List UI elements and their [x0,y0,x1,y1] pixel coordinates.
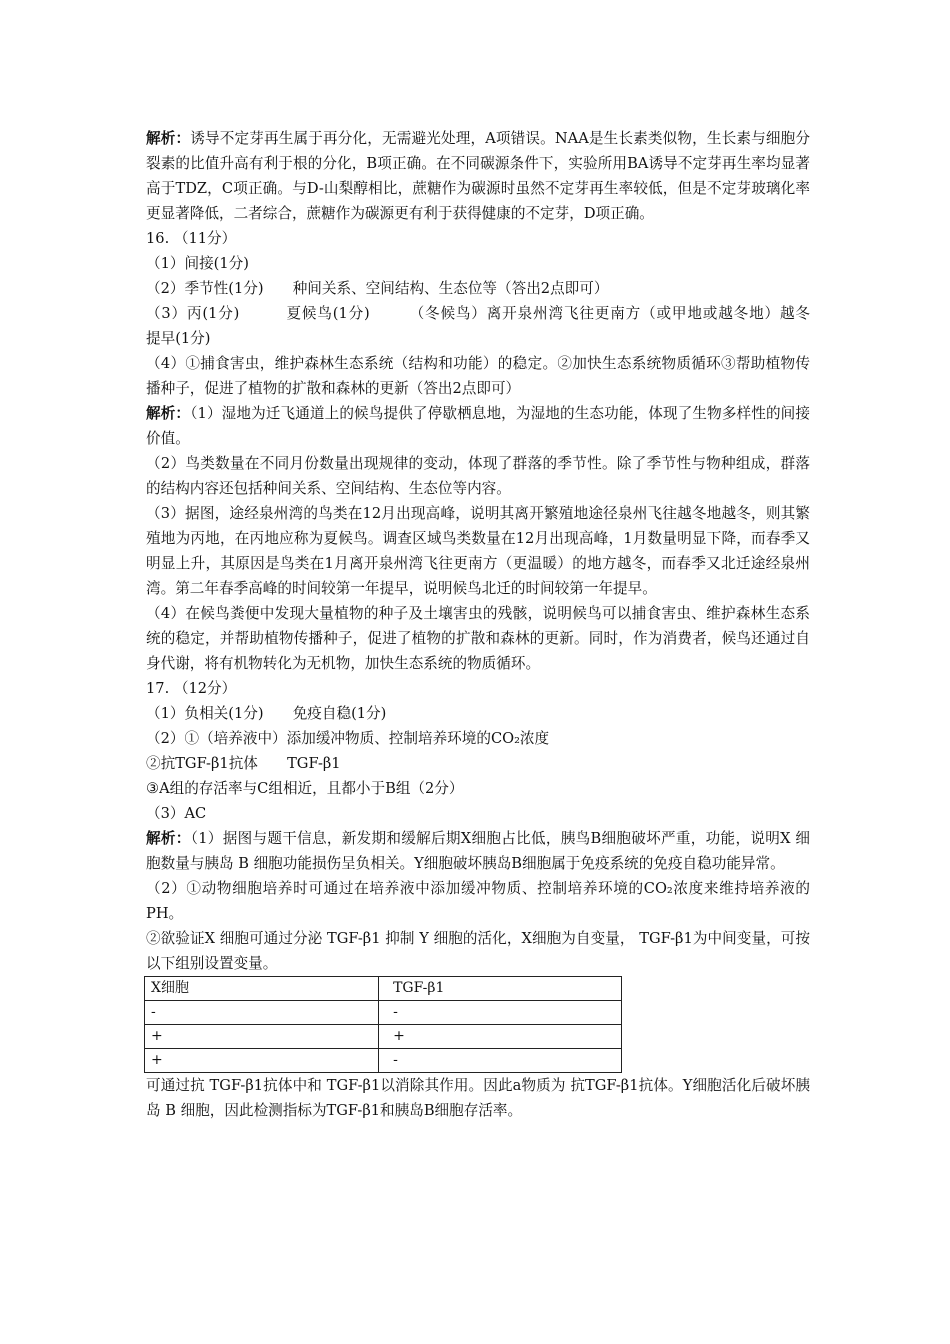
q16-analysis-text-1: （1）湿地为迁飞通道上的候鸟提供了停歇栖息地，为湿地的生态功能，体现了生物多样性的间接价值。 [146,405,810,447]
q17-header: 17. （12分） [146,680,237,697]
q17-answer-5: （3）AC [146,805,207,822]
q17-answer-2: （2）①（培养液中）添加缓冲物质、控制培养环境的CO₂浓度 [146,730,550,747]
q15-analysis [146,126,810,226]
q17-answer-4: ③A组的存活率与C组相近，且都小于B组（2分） [146,780,464,797]
q16-analysis-2: （2）鸟类数量在不同月份数量出现规律的变动，体现了群落的季节性。除了季节性与物种组成，群落的结构内容还包括种间关系、空间结构、生态位等内容。 [146,455,810,497]
q16-analysis-4: （4）在候鸟粪便中发现大量植物的种子及土壤害虫的残骸，说明候鸟可以捕食害虫、维护森林生态系统的稳定，并帮助植物传播种子，促进了植物的扩散和森林的更新。同时，作为消费者，候鸟还通过自身代谢，将有机物转化为无机物，加快生态系统的物质循环。 [146,605,810,672]
q17-answer-3: ②抗TGF-β1抗体 TGF-β1 [146,755,341,772]
variable-table [144,976,622,1073]
q16-answer-4: （4）①捕食害虫，维护森林生态系统（结构和功能）的稳定。②加快生态系统物质循环③帮助植物传播种子，促进了植物的扩散和森林的更新（答出2点即可） [146,355,810,397]
table-row [145,1049,622,1073]
q17-analysis-3: ②欲验证X 细胞可通过分泌 TGF-β1 抑制 Y 细胞的活化，X细胞为自变量， TGF-β1为中间变量，可按以下组别设置变量。 [146,930,810,972]
table-cell: - [145,1001,379,1025]
q16-answer-3: （3）丙(1分) 夏候鸟(1分) （冬候鸟）离开泉州湾飞往更南方（或甲地或越冬地）越冬 提早(1分) [146,305,840,347]
q16-answer-2: （2）季节性(1分) 种间关系、空间结构、生态位等（答出2点即可） [146,280,609,297]
table-header-cell: TGF-β1 [379,977,622,1001]
table-header-row [145,977,622,1001]
q17-answer-1: （1）负相关(1分) 免疫自稳(1分) [146,705,387,722]
q16-header: 16. （11分） [146,230,237,247]
document-page [146,126,840,1123]
q16-analysis-3: （3）据图，途经泉州湾的鸟类在12月出现高峰，说明其离开繁殖地途径泉州飞往越冬地越冬，则其繁殖地为丙地，在丙地应称为夏候鸟。调查区域鸟类数量在12月出现高峰，1月数量明显下降，而春季又明显上升，其原因是鸟类在1月离开泉州湾飞往更南方（更温暖）的地方越冬，而春季又北迁途经泉州湾。第二年春季高峰的时间较第一年提早，说明候鸟北迁的时间较第一年提早。 [146,505,810,597]
table-cell: + [379,1025,622,1049]
table-row [145,1001,622,1025]
q16-analysis-1 [146,401,810,451]
q17-closing: 可通过抗 TGF-β1抗体中和 TGF-β1以消除其作用。因此a物质为 抗TGF-β1抗体。Y细胞活化后破坏胰岛 B 细胞，因此检测指标为TGF-β1和胰岛B细胞存活率。 [146,1077,810,1119]
analysis-label: 解析： [146,130,191,147]
q17-analysis-text-1: （1）据图与题干信息，新发期和缓解后期X细胞占比低，胰鸟B细胞破坏严重，功能，说明X 细胞数量与胰岛 B 细胞功能损伤呈负相关。Y细胞破坏胰岛B细胞属于免疫系统的免疫自稳功能异常。 [146,830,810,872]
q16-answer-1: （1）间接(1分) [146,255,249,272]
table-row [145,1025,622,1049]
q15-analysis-text: 诱导不定芽再生属于再分化，无需避光处理，A项错误。NAA是生长素类似物，生长素与细胞分裂素的比值升高有利于根的分化，B项正确。在不同碳源条件下，实验所用BA诱导不定芽再生率均显著高于TDZ，C项正确。与D-山梨醇相比，蔗糖作为碳源时虽然不定芽再生率较低，但是不定芽玻璃化率更显著降低，二者综合，蔗糖作为碳源更有利于获得健康的不定芽，D项正确。 [146,130,810,222]
table-cell: + [145,1025,379,1049]
q17-analysis-1 [146,826,810,876]
table-header-cell: X细胞 [145,977,379,1001]
q17-analysis-2: （2）①动物细胞培养时可通过在培养液中添加缓冲物质、控制培养环境的CO₂浓度来维持培养液的PH。 [146,880,810,922]
table-cell: + [145,1049,379,1073]
analysis-label: 解析： [146,830,191,847]
analysis-label: 解析： [146,405,191,422]
table-cell: - [379,1049,622,1073]
table-cell: - [379,1001,622,1025]
